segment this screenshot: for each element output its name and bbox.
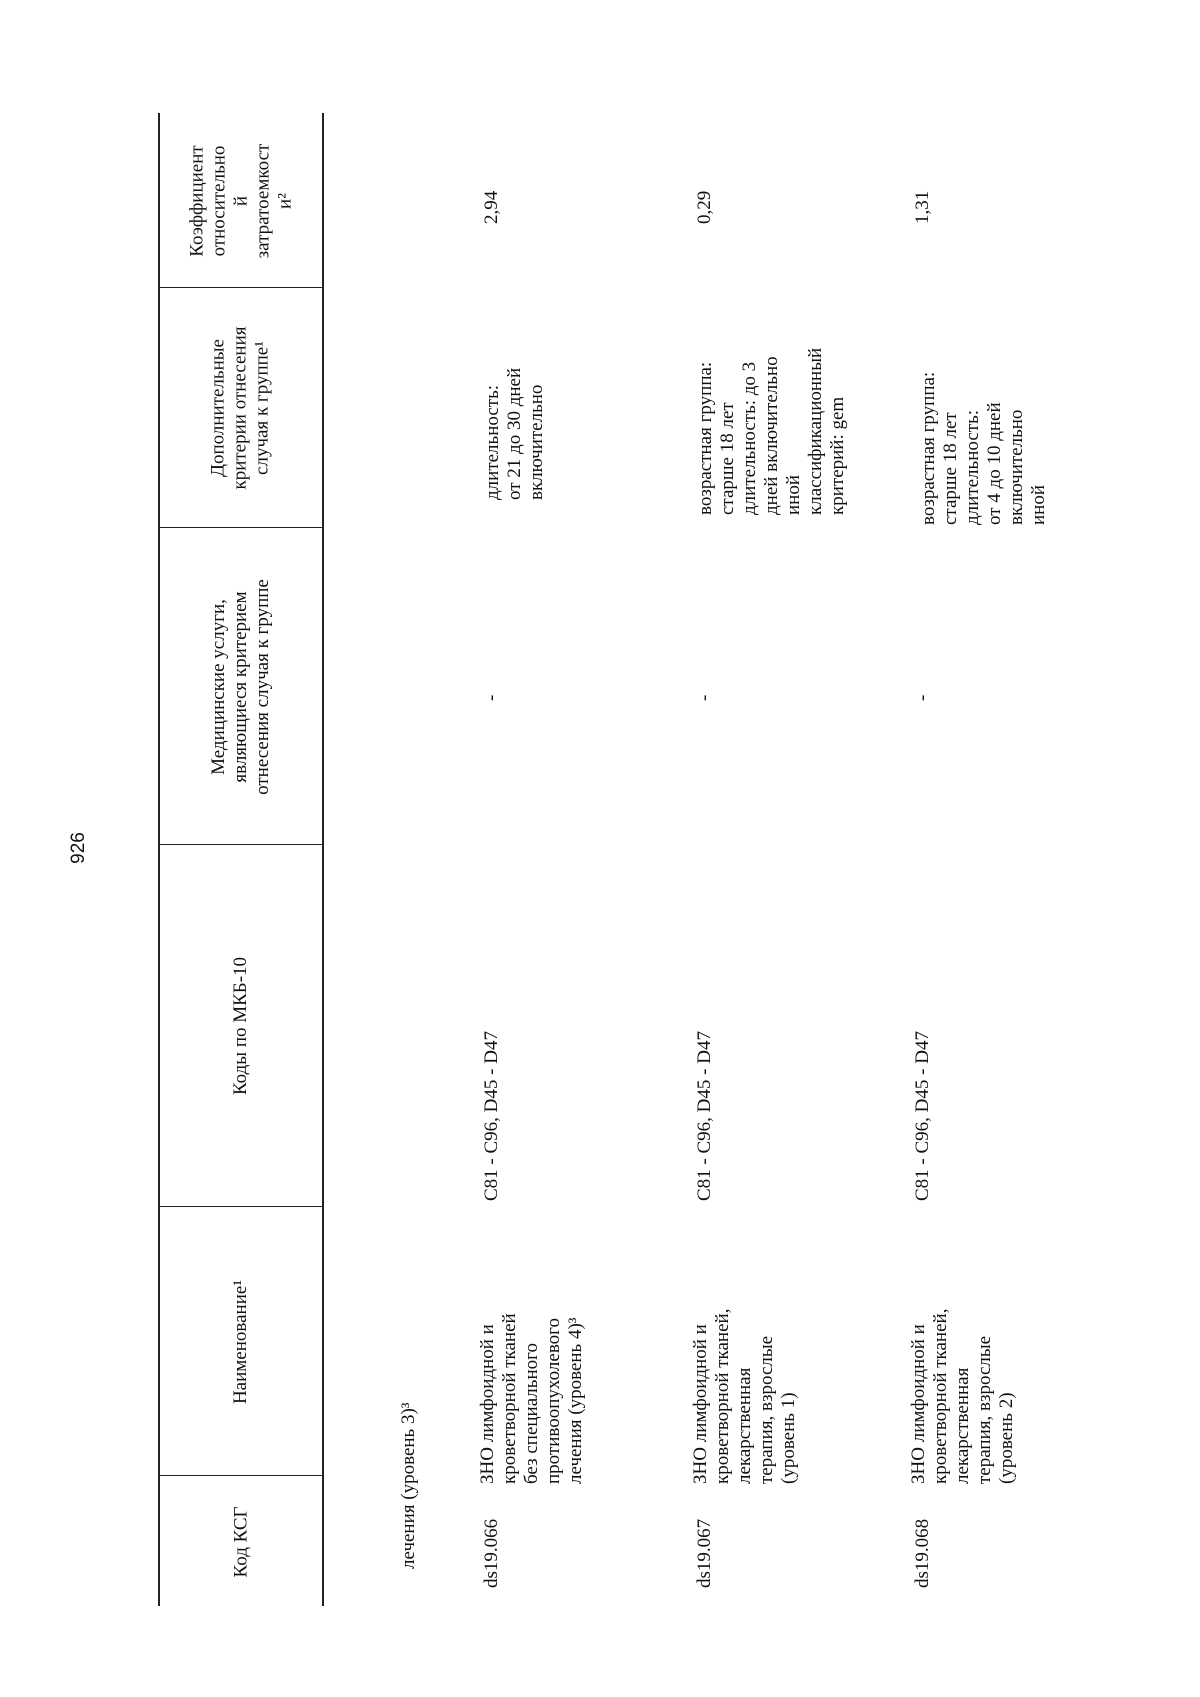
row-services: - bbox=[694, 694, 715, 701]
row-coef: 0,29 bbox=[694, 190, 715, 224]
header-services: Медицинские услуги, являющиеся критерием отнесения случая к группе bbox=[208, 578, 273, 795]
row-icd: C81 - C96, D45 - D47 bbox=[912, 1031, 933, 1201]
header-divider bbox=[158, 1206, 324, 1207]
header-name: Наименование¹ bbox=[229, 1279, 251, 1404]
header-code: Код КСГ bbox=[229, 1506, 251, 1577]
row-services: - bbox=[481, 694, 502, 701]
header-criteria: Дополнительные критерии отнесения случая к группе¹ bbox=[208, 326, 273, 490]
header-divider bbox=[158, 527, 324, 528]
header-divider bbox=[158, 844, 324, 845]
row-name: ЗНО лимфоидной и кроветворной тканей, лекарственная терапия, взрослые (уровень 1) bbox=[690, 1308, 799, 1484]
page-number-text: 926 bbox=[68, 832, 90, 864]
row-name: ЗНО лимфоидной и кроветворной тканей без специального противоопухолевого лечения (уровень 4)³ bbox=[477, 1313, 586, 1484]
row-criteria: возрастная группа: старше 18 лет длительность: от 4 до 10 дней включительно иной bbox=[918, 371, 1049, 525]
header-icd: Коды по МКБ-10 bbox=[230, 956, 251, 1096]
row-services: - bbox=[912, 694, 933, 701]
row-code: ds19.067 bbox=[694, 1518, 715, 1588]
row-criteria: длительность: от 21 до 30 дней включительно bbox=[482, 367, 547, 500]
row-code: ds19.068 bbox=[912, 1518, 933, 1588]
row-name: ЗНО лимфоидной и кроветворной тканей, лекарственная терапия, взрослые (уровень 2) bbox=[908, 1308, 1017, 1484]
continuation-text: лечения (уровень 3)³ bbox=[398, 1402, 419, 1569]
header-divider bbox=[158, 1475, 324, 1476]
row-icd: C81 - C96, D45 - D47 bbox=[481, 1031, 502, 1201]
row-criteria: возрастная группа: старше 18 лет длительность: до 3 дней включительно иной классификационный критерий: gem bbox=[695, 347, 848, 515]
header-divider bbox=[158, 287, 324, 288]
row-code: ds19.066 bbox=[481, 1518, 502, 1588]
table-header-bottom-line bbox=[322, 113, 324, 1606]
row-icd: C81 - C96, D45 - D47 bbox=[694, 1031, 715, 1201]
header-coef: Коэффициент относительно й затратоемкост и² bbox=[185, 143, 295, 259]
row-coef: 1,31 bbox=[912, 190, 933, 224]
page-number bbox=[68, 828, 90, 868]
row-coef: 2,94 bbox=[481, 190, 502, 224]
